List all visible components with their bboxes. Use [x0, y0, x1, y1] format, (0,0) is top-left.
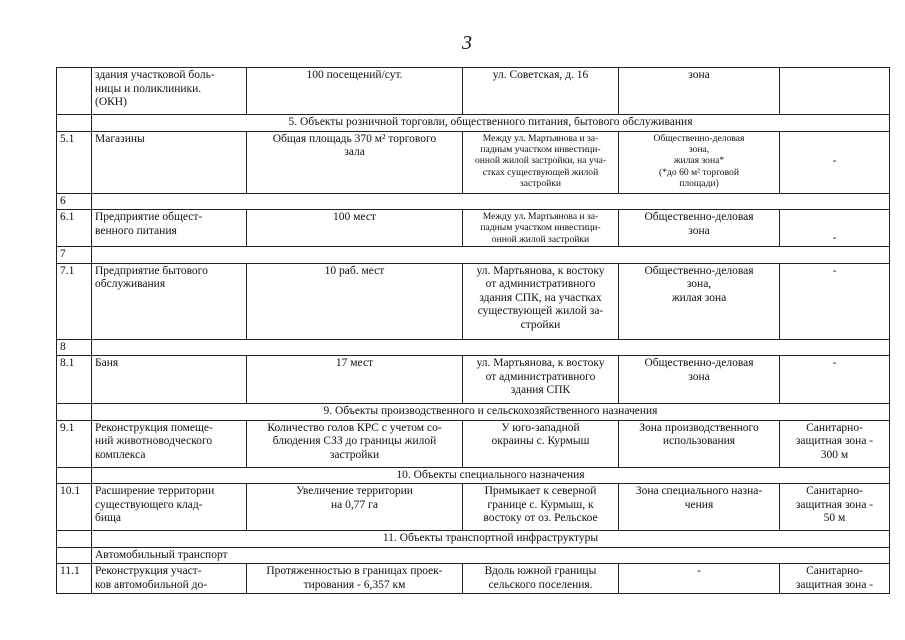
- table-row: [57, 356, 890, 404]
- object-capacity: Увеличение территории на 0,77 га: [247, 484, 463, 531]
- object-location: ул. Мартьянова, к востоку от административного здания СПК: [463, 356, 619, 404]
- object-location: ул. Советская, д. 16: [463, 68, 619, 115]
- row-number: 10.1: [57, 484, 92, 531]
- section-row: [57, 467, 890, 484]
- section-row: [57, 531, 890, 548]
- section-heading: 10. Объекты специального назначения: [92, 467, 890, 484]
- object-location: Между ул. Мартьянова и за- падным участком инвестици- онной жилой застройки, на уча- стках существующей жилой застройки: [463, 131, 619, 193]
- object-name: Предприятие общест- венного питания: [92, 210, 247, 247]
- row-number: [57, 115, 92, 132]
- object-zone: Общественно-деловая зона, жилая зона: [619, 263, 780, 339]
- object-zone: Общественно-деловая зона, жилая зона* (*до 60 м² торговой площади): [619, 131, 780, 193]
- table-row: [57, 68, 890, 115]
- section-row: [57, 193, 890, 210]
- subsection-heading: Автомобильный транспорт: [92, 547, 890, 564]
- object-zone: Общественно-деловая зона: [619, 210, 780, 247]
- object-name: [92, 68, 247, 115]
- object-name: Баня: [92, 356, 247, 404]
- page-number: 3: [462, 32, 472, 54]
- section-row: [57, 247, 890, 264]
- section-heading: [92, 339, 890, 356]
- object-capacity: 17 мест: [247, 356, 463, 404]
- sanitary-zone: -: [780, 356, 890, 404]
- object-location: Вдоль южной границы сельского поселения.: [463, 564, 619, 594]
- sanitary-zone: Санитарно- защитная зона - 300 м: [780, 420, 890, 467]
- object-name: Предприятие бытового обслуживания: [92, 263, 247, 339]
- table-row: [57, 420, 890, 467]
- table-row: [57, 131, 890, 193]
- section-heading: 11. Объекты транспортной инфраструктуры: [92, 531, 890, 548]
- planning-objects-table: [56, 67, 890, 594]
- object-location: Примыкает к северной границе с. Курмыш, к востоку от оз. Рельское: [463, 484, 619, 531]
- row-number: 11.1: [57, 564, 92, 594]
- object-location: ул. Мартьянова, к востоку от административного здания СПК, на участках существующей жилой за- стройки: [463, 263, 619, 339]
- object-name: Расширение территории существующего клад- бища: [92, 484, 247, 531]
- table-row: [57, 564, 890, 594]
- object-zone: зона: [619, 68, 780, 115]
- section-heading: 5. Объекты розничной торговли, общественного питания, бытового обслуживания: [92, 115, 890, 132]
- sanitary-zone: Санитарно- защитная зона - 50 м: [780, 484, 890, 531]
- table-row: [57, 263, 890, 339]
- object-zone: Зона производственного использования: [619, 420, 780, 467]
- row-number: 5.1: [57, 131, 92, 193]
- row-number: 7: [57, 247, 92, 264]
- table-row: [57, 484, 890, 531]
- row-number: [57, 404, 92, 421]
- row-number: [57, 68, 92, 115]
- section-heading: 9. Объекты производственного и сельскохозяйственного назначения: [92, 404, 890, 421]
- object-capacity: 10 раб. мест: [247, 263, 463, 339]
- row-number: 8: [57, 339, 92, 356]
- object-location: Между ул. Мартьянова и за- падным участком инвестици- онной жилой застройки: [463, 210, 619, 247]
- object-zone: Общественно-деловая зона: [619, 356, 780, 404]
- object-zone: -: [619, 564, 780, 594]
- table-row: [57, 210, 890, 247]
- object-capacity: 100 мест: [247, 210, 463, 247]
- object-capacity: Количество голов КРС с учетом со- блюдения СЗЗ до границы жилой застройки: [247, 420, 463, 467]
- object-name: Магазины: [92, 131, 247, 193]
- object-capacity: Общая площадь 370 м² торгового зала: [247, 131, 463, 193]
- sanitary-zone: -: [780, 263, 890, 339]
- object-capacity: Протяженностью в границах проек- тирования - 6,357 км: [247, 564, 463, 594]
- sanitary-zone: Санитарно- защитная зона -: [780, 564, 890, 594]
- row-number: [57, 467, 92, 484]
- object-location: У юго-западной окраины с. Курмыш: [463, 420, 619, 467]
- row-number: [57, 531, 92, 548]
- row-number: 9.1: [57, 420, 92, 467]
- sanitary-zone: -: [780, 210, 890, 247]
- row-number: [57, 547, 92, 564]
- object-name: Реконструкция участ- ков автомобильной до-: [92, 564, 247, 594]
- row-number: 6: [57, 193, 92, 210]
- section-heading: [92, 247, 890, 264]
- object-capacity: 100 посещений/сут.: [247, 68, 463, 115]
- section-row: [57, 404, 890, 421]
- row-number: 8.1: [57, 356, 92, 404]
- section-heading: [92, 193, 890, 210]
- sanitary-zone: [780, 68, 890, 115]
- section-row: [57, 115, 890, 132]
- row-number: 7.1: [57, 263, 92, 339]
- object-name: Реконструкция помеще- ний животноводческого комплекса: [92, 420, 247, 467]
- section-row: [57, 339, 890, 356]
- object-name-text: здания участковой боль- ницы и поликлиники. (ОКН): [95, 69, 215, 108]
- object-zone: Зона специального назна- чения: [619, 484, 780, 531]
- subsection-row: [57, 547, 890, 564]
- sanitary-zone: -: [780, 131, 890, 193]
- row-number: 6.1: [57, 210, 92, 247]
